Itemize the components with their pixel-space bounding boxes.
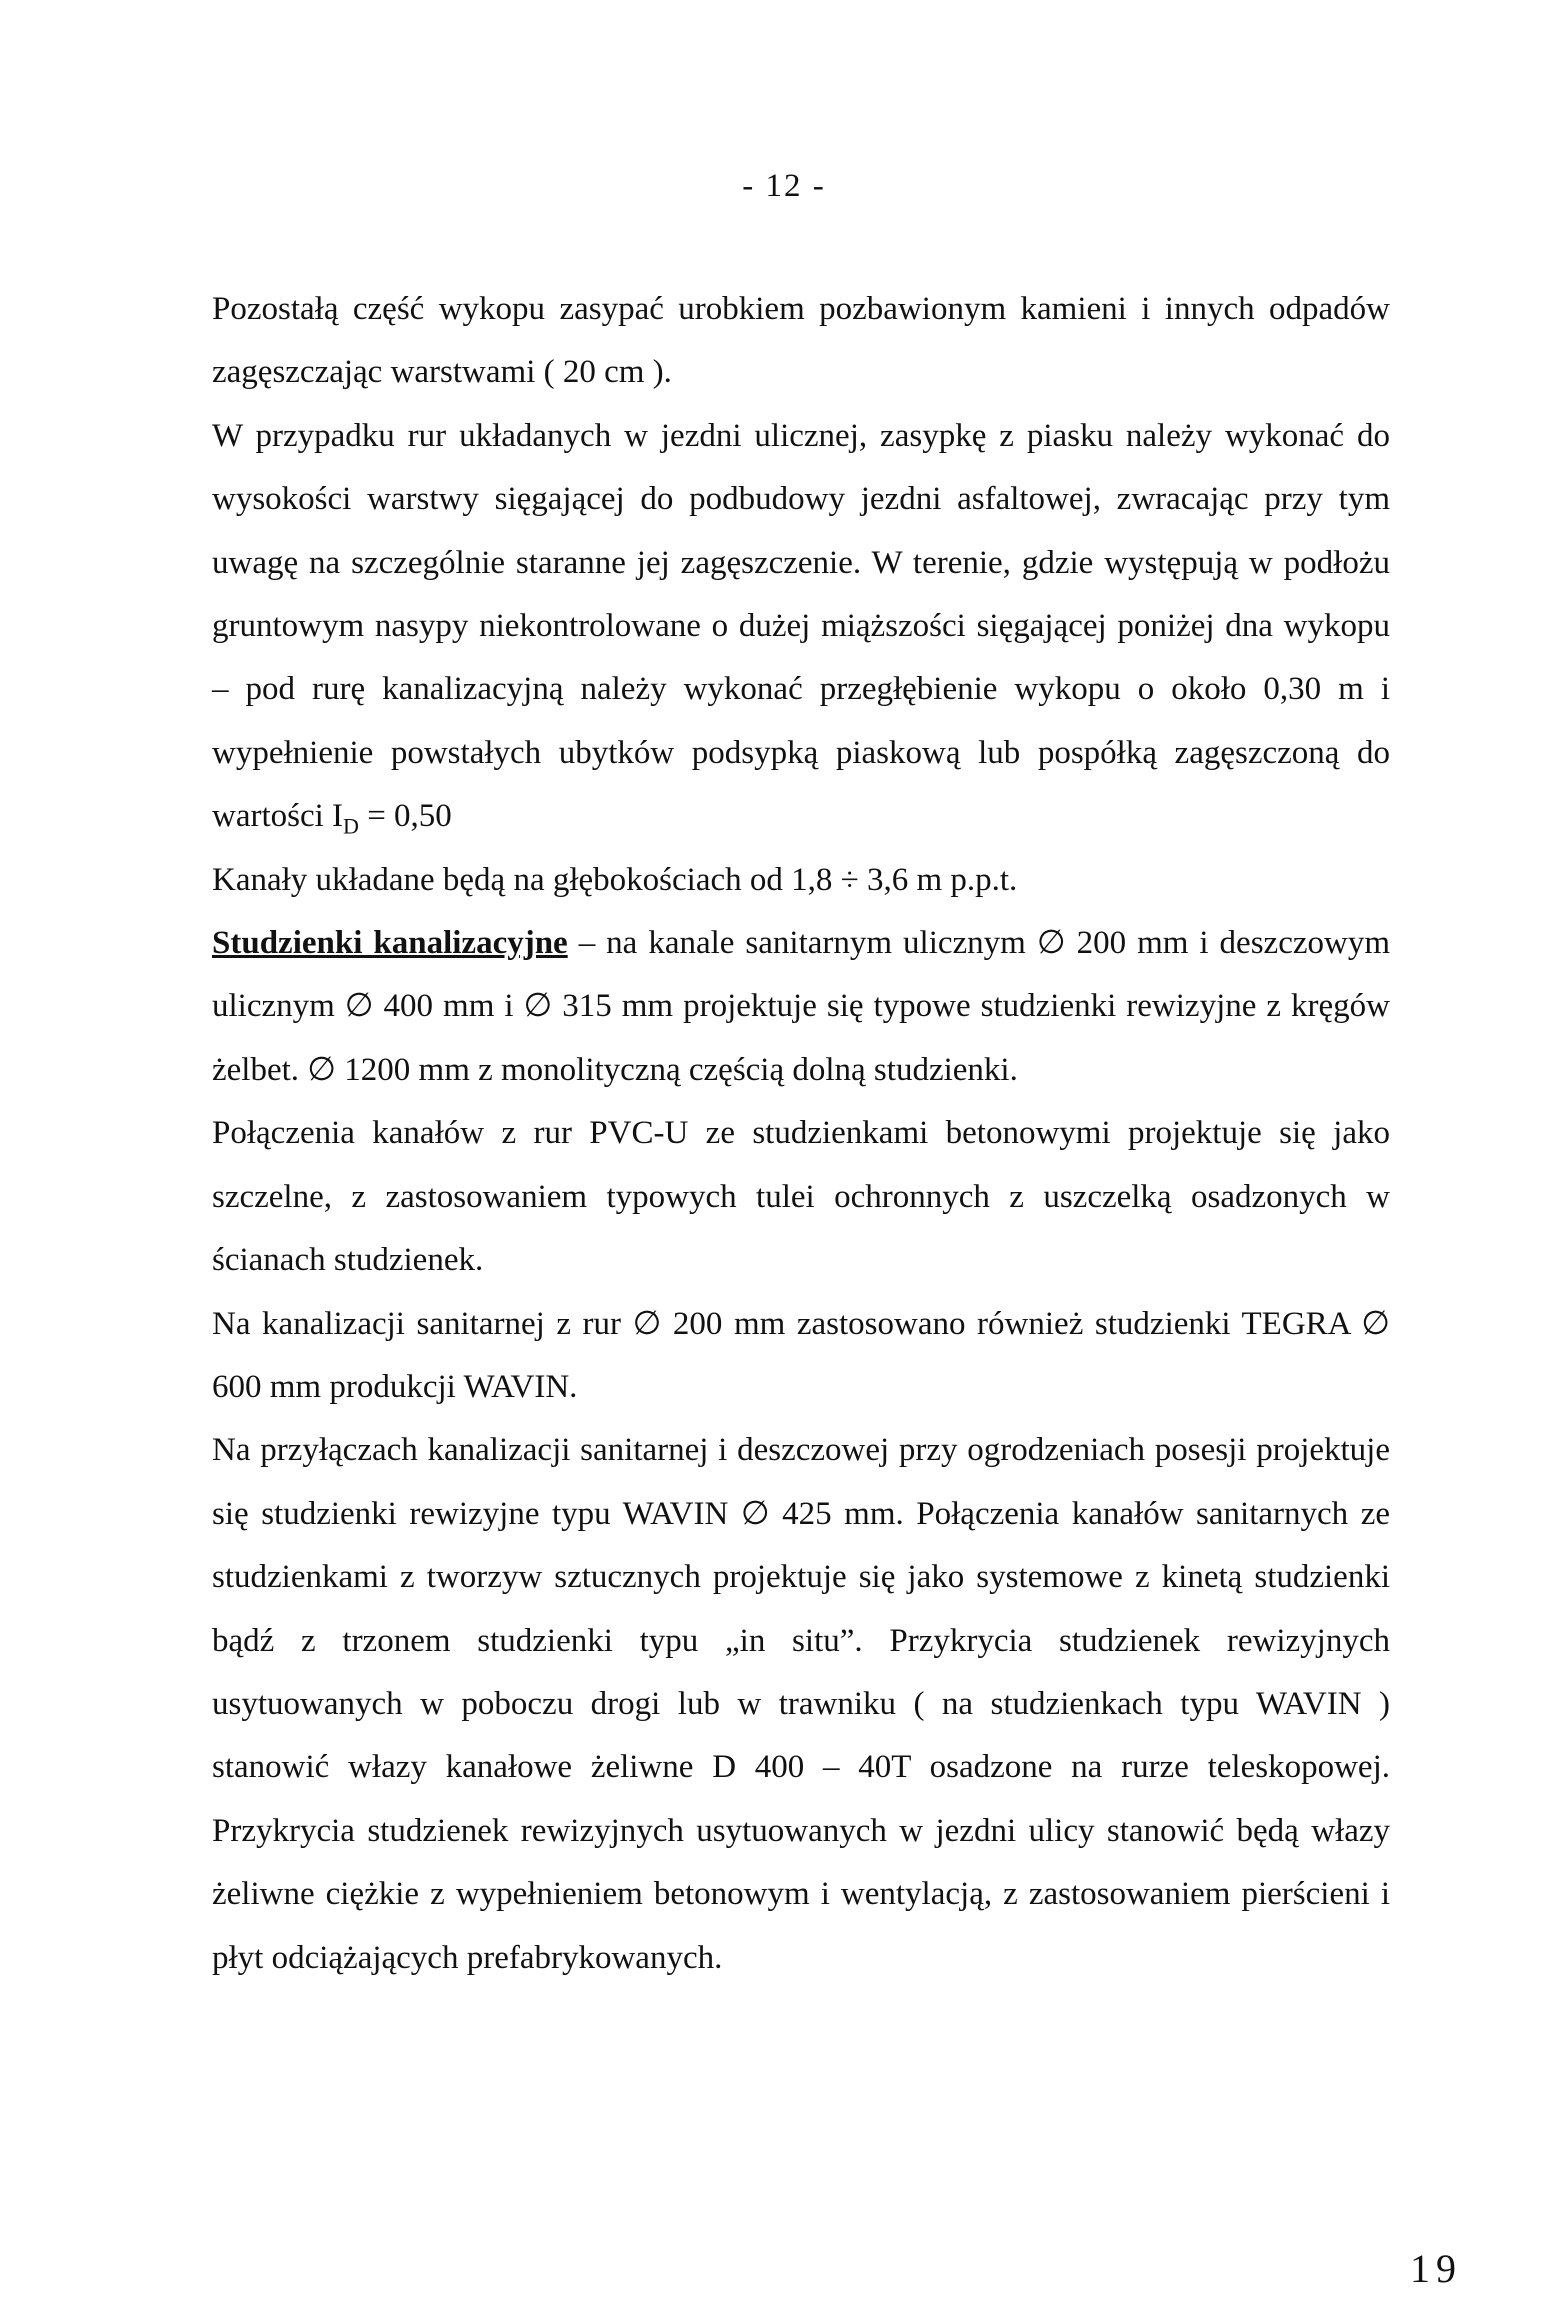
paragraph-backfill: Pozostałą część wykopu zasypać urobkiem pozbawionym kamieni i innych odpadów zagęszczając warstwami ( 20 cm ). — [212, 291, 1390, 391]
paragraph-tegra-manholes: Na kanalizacji sanitarnej z rur ∅ 200 mm zastosowano również studzienki TEGRA ∅ 600 mm produkcji WAVIN. — [212, 1305, 1390, 1405]
corner-page-mark: 19 — [1410, 2246, 1462, 2291]
paragraph-pvc-connections: Połączenia kanałów z rur PVC-U ze studzienkami betonowymi projektuje się jako szczelne, z zastosowaniem typowych tulei ochronnych z uszczelką osadzonych w ścianach studzienek. — [212, 1115, 1390, 1279]
density-index-value: = 0,50 — [358, 798, 452, 835]
document-body — [212, 278, 1390, 1990]
paragraph-manholes — [212, 912, 1390, 1102]
paragraph-channel-depth: Kanały układane będą na głębokościach od 1,8 ÷ 3,6 m p.p.t. — [212, 861, 1018, 898]
manholes-text: – na kanale sanitarnym ulicznym ∅ 200 mm i deszczowym ulicznym ∅ 400 mm i ∅ 315 mm projektuje się typowe studzienki rewizyjne z kręgów żelbet. ∅ 1200 mm z monolityczną częścią dolną studzienki. — [212, 925, 1390, 1088]
paragraph-road-backfill-text: W przypadku rur układanych w jezdni ulicznej, zasypkę z piasku należy wykonać do wysokości warstwy sięgającej do podbudowy jezdni asfaltowej, zwracając przy tym uwagę na szczególnie staranne jej zagęszczenie. W terenie, gdzie występują w podłożu gruntowym nasypy niekontrolowane o dużej miąższości sięgającej poniżej dna wykopu – pod rurę kanalizacyjną należy wykonać przegłębienie wykopu o około 0,30 m i wypełnienie powstałych ubytków podsypką piaskową lub pospółką zagęszczoną do wartości I — [212, 417, 1390, 835]
manholes-heading: Studzienki kanalizacyjne — [212, 925, 568, 962]
paragraph-road-backfill — [212, 405, 1390, 849]
page-number: - 12 - — [742, 168, 826, 204]
density-index-subscript: D — [343, 813, 359, 839]
paragraph-wavin-manholes: Na przyłączach kanalizacji sanitarnej i deszczowej przy ogrodzeniach posesji projektuje się studzienki rewizyjne typu WAVIN ∅ 425 mm. Połączenia kanałów sanitarnych ze studzienkami z tworzyw sztucznych projektuje się jako systemowe z kinetą studzienki bądź z trzonem studzienki typu „in situ”. Przykrycia studzienek rewizyjnych usytuowanych w poboczu drogi lub w trawniku ( na studzienkach typu WAVIN ) stanowić włazy kanałowe żeliwne D 400 – 40T osadzone na rurze teleskopowej. Przykrycia studzienek rewizyjnych usytuowanych w jezdni ulicy stanowić będą włazy żeliwne ciężkie z wypełnieniem betonowym i wentylacją, z zastosowaniem pierścieni i płyt odciążających prefabrykowanych. — [212, 1432, 1390, 1976]
